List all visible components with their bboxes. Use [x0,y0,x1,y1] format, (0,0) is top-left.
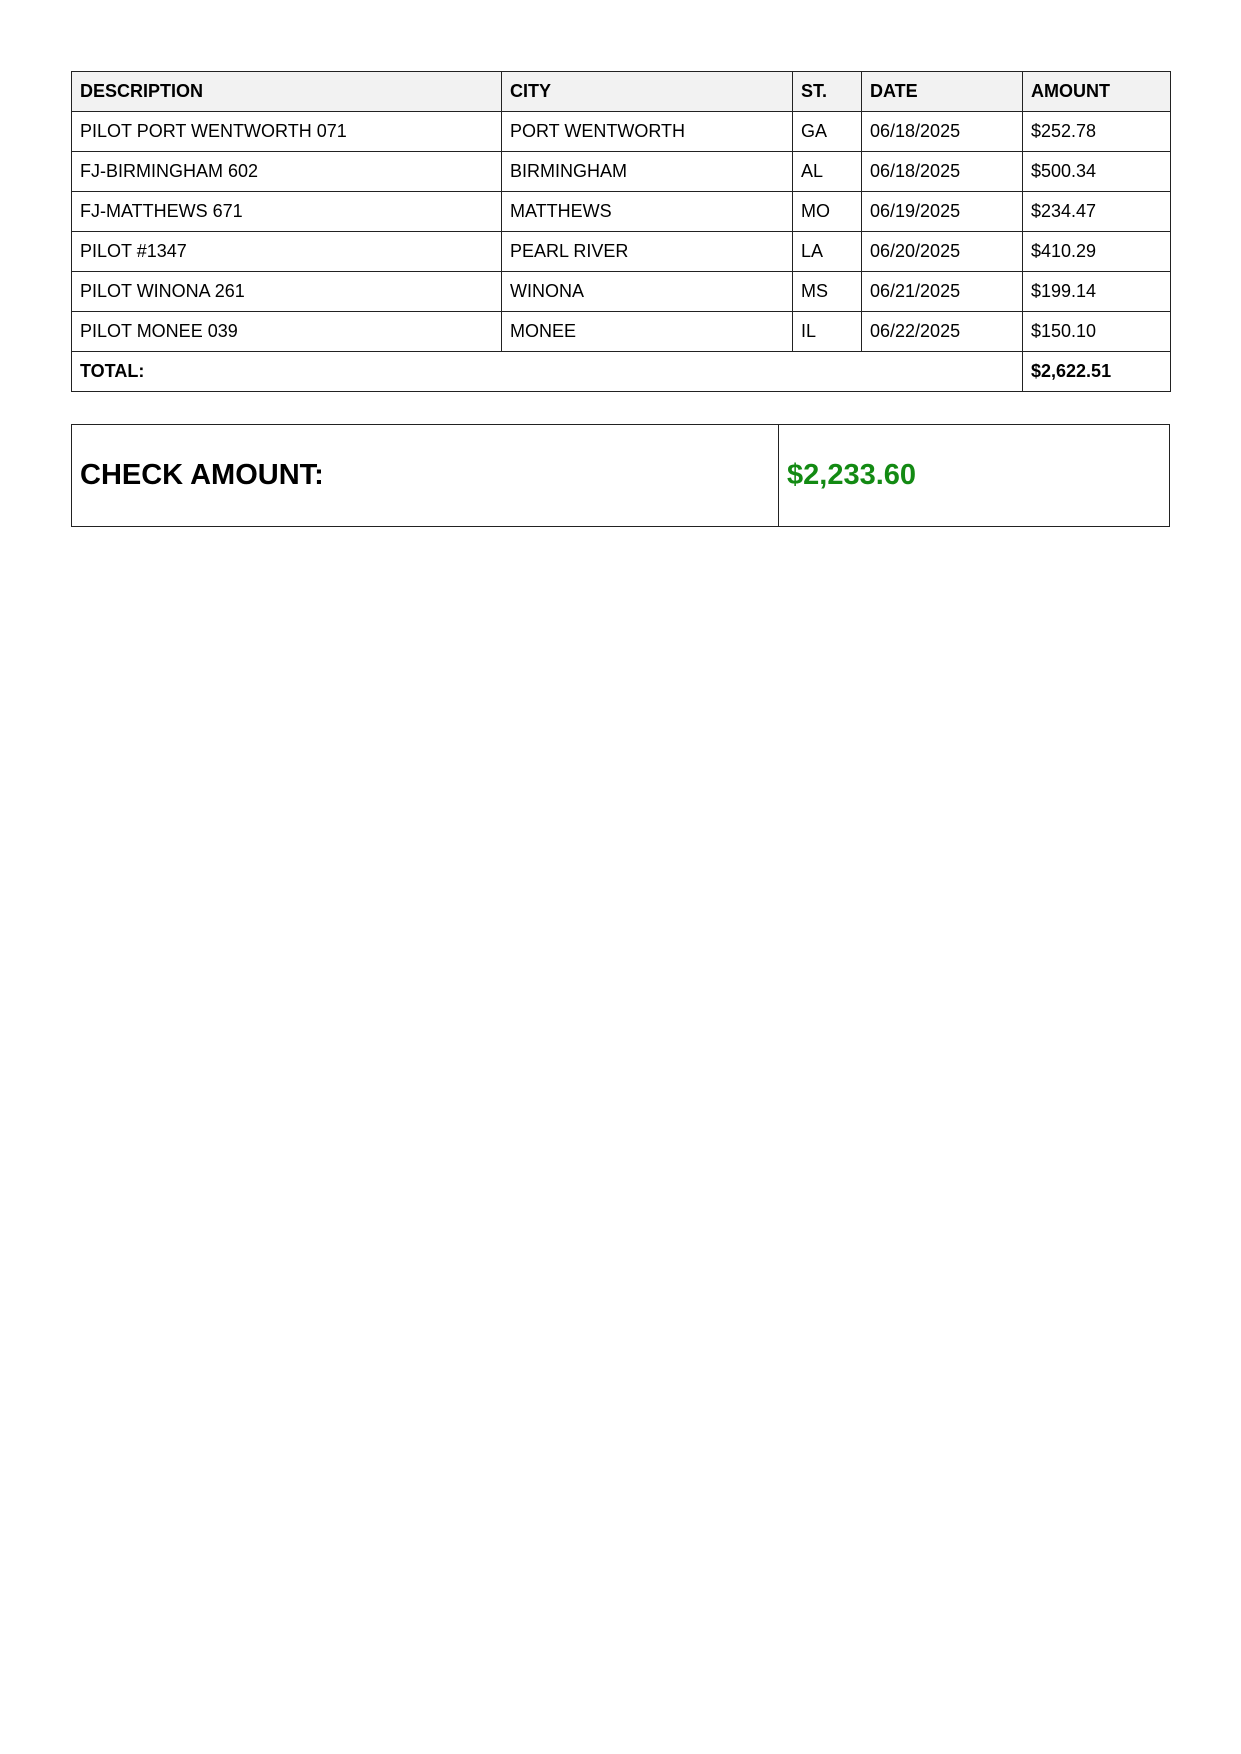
check-amount-label: CHECK AMOUNT: [72,425,779,526]
cell-city: PEARL RIVER [502,232,793,272]
header-description: DESCRIPTION [72,72,502,112]
cell-state: MS [793,272,862,312]
check-amount-value: $2,233.60 [787,459,917,491]
cell-date: 06/18/2025 [862,112,1023,152]
total-value: $2,622.51 [1023,352,1171,392]
cell-amount: $252.78 [1023,112,1171,152]
header-amount: AMOUNT [1023,72,1171,112]
header-date: DATE [862,72,1023,112]
cell-description: FJ-MATTHEWS 671 [72,192,502,232]
cell-description: PILOT PORT WENTWORTH 071 [72,112,502,152]
table-row [72,192,1171,232]
fuel-transactions-table [71,71,1171,392]
cell-state: LA [793,232,862,272]
table-header-row [72,72,1171,112]
total-row [72,352,1171,392]
table-row [72,112,1171,152]
table-row [72,232,1171,272]
cell-state: IL [793,312,862,352]
cell-amount: $500.34 [1023,152,1171,192]
cell-date: 06/18/2025 [862,152,1023,192]
table-row [72,272,1171,312]
cell-state: MO [793,192,862,232]
cell-description: PILOT MONEE 039 [72,312,502,352]
cell-state: GA [793,112,862,152]
table-row [72,312,1171,352]
cell-city: PORT WENTWORTH [502,112,793,152]
total-label: TOTAL: [72,352,1023,392]
cell-date: 06/20/2025 [862,232,1023,272]
header-state: ST. [793,72,862,112]
cell-city: WINONA [502,272,793,312]
cell-amount: $199.14 [1023,272,1171,312]
check-amount-box [71,424,1170,527]
cell-date: 06/22/2025 [862,312,1023,352]
cell-description: FJ-BIRMINGHAM 602 [72,152,502,192]
cell-city: MATTHEWS [502,192,793,232]
table-row [72,152,1171,192]
cell-state: AL [793,152,862,192]
cell-description: PILOT WINONA 261 [72,272,502,312]
header-city: CITY [502,72,793,112]
cell-amount: $234.47 [1023,192,1171,232]
cell-city: BIRMINGHAM [502,152,793,192]
cell-description: PILOT #1347 [72,232,502,272]
cell-amount: $410.29 [1023,232,1171,272]
cell-city: MONEE [502,312,793,352]
cell-date: 06/19/2025 [862,192,1023,232]
cell-amount: $150.10 [1023,312,1171,352]
cell-date: 06/21/2025 [862,272,1023,312]
